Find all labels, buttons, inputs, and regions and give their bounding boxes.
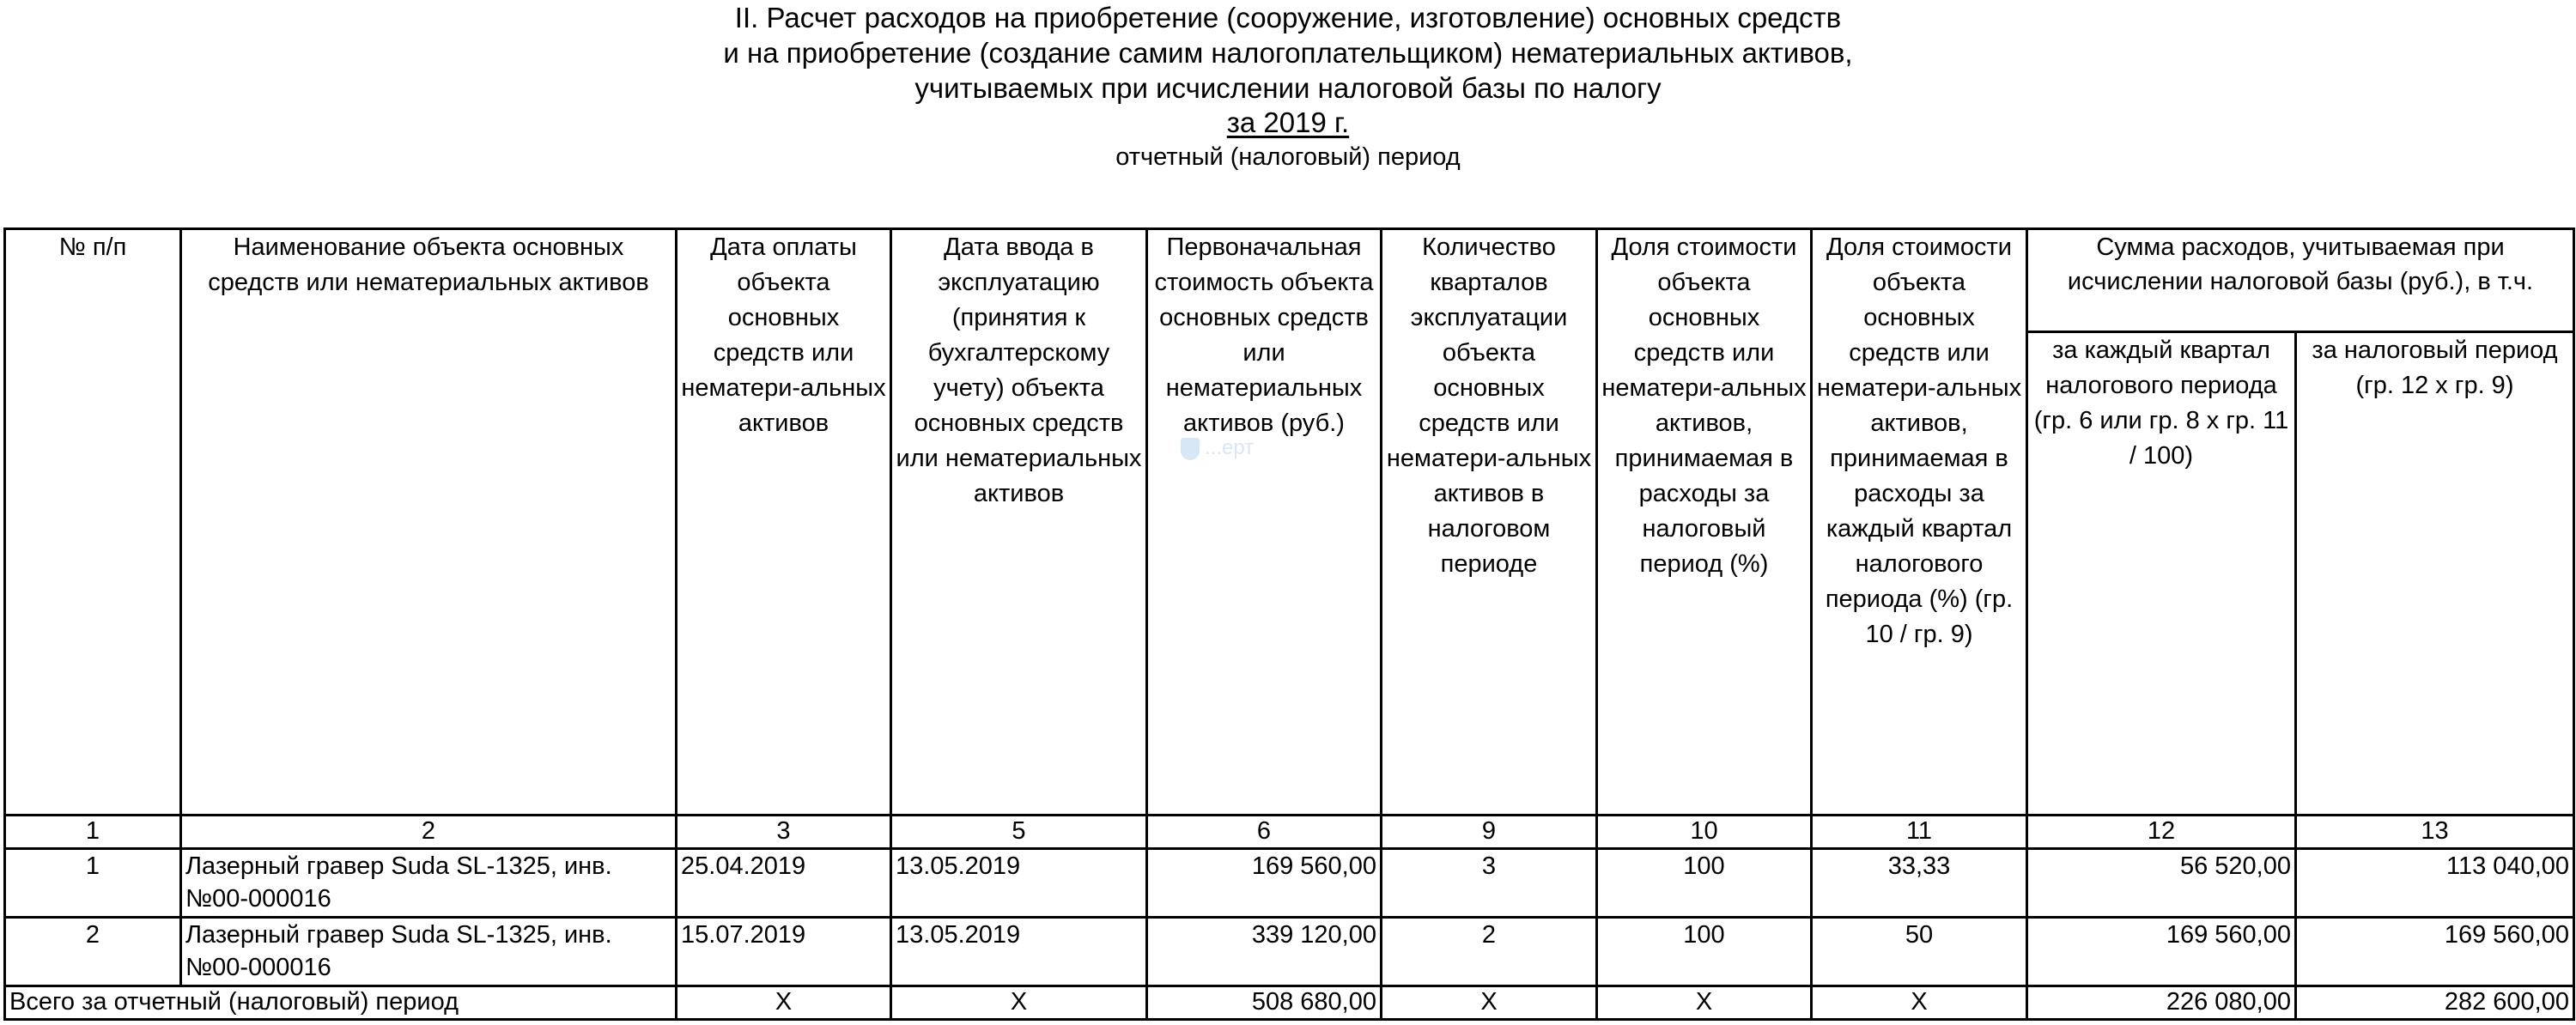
commission-date: 13.05.2019 [891, 918, 1147, 986]
column-number: 11 [1812, 816, 2027, 849]
total-sum-period: 282 600,00 [2296, 986, 2574, 1020]
header-col-12: за каждый квартал налогового периода (гр. 6 или гр. 8 х гр. 11 / 100) [2027, 332, 2296, 816]
share-quarter: 50 [1812, 918, 2027, 986]
header-col-3: Дата оплаты объекта основных средств или нематери-альных активов [677, 229, 891, 816]
header-col-1: № п/п [5, 229, 181, 816]
report-header [0, 0, 2576, 173]
row-number: 2 [5, 918, 181, 986]
report-period-value: за 2019 г. [1226, 106, 1350, 138]
column-number: 13 [2296, 816, 2574, 849]
expense-table [3, 227, 2575, 1021]
total-share-period: Х [1597, 986, 1812, 1020]
share-period: 100 [1597, 849, 1812, 918]
table-row [5, 849, 2574, 918]
column-number-row [5, 816, 2574, 849]
commission-date: 13.05.2019 [891, 849, 1147, 918]
report-title-line-3: учитываемых при исчислении налоговой базы по налогу [914, 72, 1662, 104]
total-quarters: Х [1382, 986, 1597, 1020]
payment-date: 15.07.2019 [677, 918, 891, 986]
total-row [5, 986, 2574, 1020]
share-period: 100 [1597, 918, 1812, 986]
total-share-quarter: Х [1812, 986, 2027, 1020]
column-number: 9 [1382, 816, 1597, 849]
total-commission-date: Х [891, 986, 1147, 1020]
header-col-6: Первоначальная стоимость объекта основных средств или нематериальных активов (руб.) [1147, 229, 1382, 816]
quarters-count: 3 [1382, 849, 1597, 918]
total-label: Всего за отчетный (налоговый) период [5, 986, 677, 1020]
total-payment-date: Х [677, 986, 891, 1020]
quarters-count: 2 [1382, 918, 1597, 986]
sum-quarter: 56 520,00 [2027, 849, 2296, 918]
header-col-9: Количество кварталов эксплуатации объекта основных средств или нематери-альных активов в налоговом периоде [1382, 229, 1597, 816]
header-col-2: Наименование объекта основных средств или нематериальных активов [181, 229, 677, 816]
asset-name: Лазерный гравер Suda SL-1325, инв.№00-000016 [181, 918, 677, 986]
report-title-line-2: и на приобретение (создание самим налогоплательщиком) нематериальных активов, [723, 37, 1853, 69]
header-row-1 [5, 229, 2574, 332]
row-number: 1 [5, 849, 181, 918]
column-number: 1 [5, 816, 181, 849]
column-number: 2 [181, 816, 677, 849]
total-initial-cost: 508 680,00 [1147, 986, 1382, 1020]
column-number: 6 [1147, 816, 1382, 849]
header-group-sum: Сумма расходов, учитываемая при исчислении налоговой базы (руб.), в т.ч. [2027, 229, 2574, 332]
share-quarter: 33,33 [1812, 849, 2027, 918]
column-number: 10 [1597, 816, 1812, 849]
header-col-10: Доля стоимости объекта основных средств или нематери-альных активов, принимаемая в расходы за налоговый период (%) [1597, 229, 1812, 816]
initial-cost: 169 560,00 [1147, 849, 1382, 918]
sum-quarter: 169 560,00 [2027, 918, 2296, 986]
header-col-11: Доля стоимости объекта основных средств или нематери-альных активов, принимаемая в расходы за каждый квартал налогового периода (%) (гр. 10 / гр. 9) [1812, 229, 2027, 816]
column-number: 12 [2027, 816, 2296, 849]
report-period-caption: отчетный (налоговый) период [1115, 143, 1461, 171]
table-row [5, 918, 2574, 986]
header-col-13: за налоговый период (гр. 12 х гр. 9) [2296, 332, 2574, 816]
sum-period: 113 040,00 [2296, 849, 2574, 918]
column-number: 3 [677, 816, 891, 849]
payment-date: 25.04.2019 [677, 849, 891, 918]
column-number: 5 [891, 816, 1147, 849]
sum-period: 169 560,00 [2296, 918, 2574, 986]
report-title-line-1: II. Расчет расходов на приобретение (сооружение, изготовление) основных средств [734, 2, 1842, 33]
total-sum-quarter: 226 080,00 [2027, 986, 2296, 1020]
initial-cost: 339 120,00 [1147, 918, 1382, 986]
asset-name: Лазерный гравер Suda SL-1325, инв.№00-000016 [181, 849, 677, 918]
watermark-text: ...ерт [1205, 436, 1255, 459]
header-col-5: Дата ввода в эксплуатацию (принятия к бухгалтерскому учету) объекта основных средств или нематериальных активов [891, 229, 1147, 816]
report-period [0, 106, 2576, 140]
